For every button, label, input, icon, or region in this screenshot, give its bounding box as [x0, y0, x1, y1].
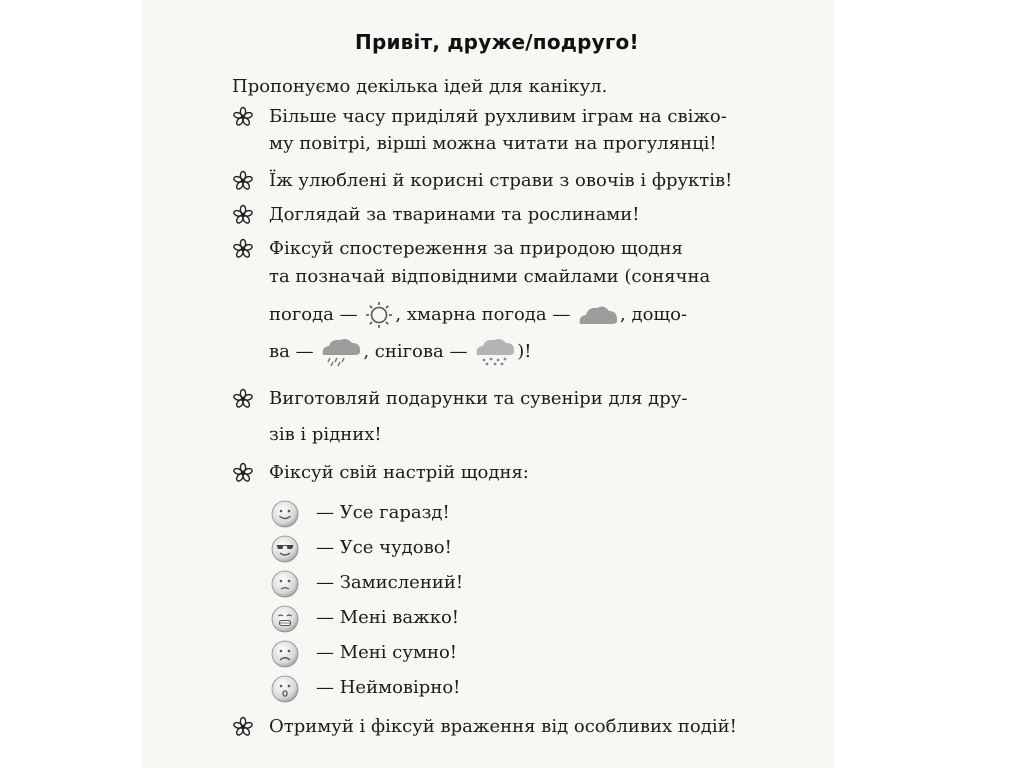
weather-text: ва — [269, 341, 314, 362]
flower-bullet-icon [232, 170, 254, 192]
flower-bullet-icon [232, 204, 254, 226]
idea-line: та позначай відповідними смайлами (сонячна [269, 266, 711, 287]
weather-line [269, 336, 531, 368]
page [142, 0, 834, 768]
idea-line: Доглядай за тваринами та рослинами! [269, 204, 640, 225]
mood-label: — Усе чудово! [316, 537, 452, 558]
idea-line: зів і рідних! [269, 424, 382, 445]
rain-cloud-icon [319, 337, 363, 367]
mood-label: — Неймовірно! [316, 677, 461, 698]
flower-bullet-icon [232, 462, 254, 484]
flower-bullet-icon [232, 716, 254, 738]
weather-text: )! [517, 341, 532, 362]
idea-line: Виготовляй подарунки та сувеніри для дру- [269, 388, 688, 409]
mood-label: — Мені важко! [316, 607, 460, 628]
flower-bullet-icon [232, 238, 254, 260]
idea-line: му повітрі, вірші можна читати на прогулянці! [269, 133, 717, 154]
cloud-icon [576, 302, 620, 328]
flower-bullet-icon [232, 388, 254, 410]
sunglasses-face-icon [271, 535, 299, 563]
weather-line [269, 300, 687, 330]
idea-line: Отримуй і фіксуй враження від особливих подій! [269, 716, 737, 737]
mood-label: — Усе гаразд! [316, 502, 450, 523]
mood-label: — Замислений! [316, 572, 464, 593]
weather-text: , снігова — [363, 341, 468, 362]
snow-cloud-icon [473, 337, 517, 367]
grimace-face-icon [271, 605, 299, 633]
idea-line: Фіксуй спостереження за природою щодня [269, 238, 683, 259]
idea-line: Більше часу приділяй рухливим іграм на свіжо- [269, 106, 727, 127]
surprised-face-icon [271, 675, 299, 703]
smile-face-icon [271, 500, 299, 528]
sad-face-icon [271, 640, 299, 668]
weather-text: , дощо- [620, 304, 688, 325]
flower-bullet-icon [232, 106, 254, 128]
mood-label: — Мені сумно! [316, 642, 458, 663]
sun-icon [363, 300, 395, 330]
page-title: Привіт, друже/подруго! [355, 30, 639, 54]
weather-text: , хмарна погода — [395, 304, 571, 325]
idea-line: Їж улюблені й корисні страви з овочів і фруктів! [269, 170, 733, 191]
intro-text: Пропонуємо декілька ідей для канікул. [232, 76, 608, 97]
idea-line: Фіксуй свій настрій щодня: [269, 462, 529, 483]
thinking-face-icon [271, 570, 299, 598]
weather-text: погода — [269, 304, 358, 325]
